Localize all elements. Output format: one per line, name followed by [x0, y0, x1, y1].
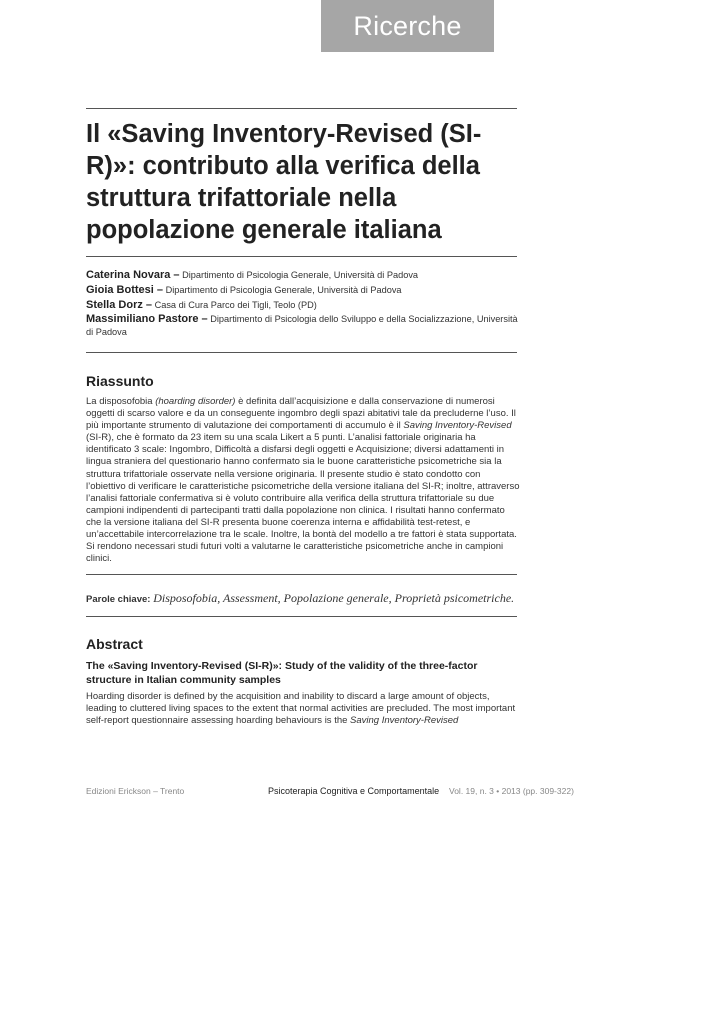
divider	[86, 352, 517, 353]
author-name: Massimiliano Pastore –	[86, 313, 208, 325]
riassunto-text-italic: (hoarding disorder)	[155, 396, 236, 407]
author-entry	[86, 283, 518, 298]
author-affiliation: Dipartimento di Psicologia Generale, Università di Padova	[165, 285, 402, 295]
author-affiliation: Dipartimento di Psicologia Generale, Università di Padova	[182, 270, 419, 280]
section-tab	[321, 0, 494, 52]
author-entry	[86, 313, 518, 339]
riassunto-text-italic: Saving Inventory-Revised	[403, 420, 512, 432]
author-affiliation: Dipartimento di Psicologia dello Sviluppo e della Socializzazione, Università di Padova	[86, 314, 518, 337]
riassunto-text	[86, 396, 520, 565]
abstract-text-part: Hoarding disorder is defined by the acquisition and inability to discard a large amount of objects, leading to cluttered living spaces to the extent that normal activities are precluded. The most important self-report questionnaire assessing hoarding behaviours is the	[86, 691, 516, 727]
divider	[86, 256, 517, 257]
divider	[86, 108, 517, 109]
divider	[86, 616, 517, 617]
author-name: Caterina Novara –	[86, 269, 180, 281]
author-affiliation: Casa di Cura Parco dei Tigli, Teolo (PD)	[154, 300, 317, 310]
author-name: Stella Dorz –	[86, 299, 153, 311]
keywords-list: Disposofobia, Assessment, Popolazione generale, Proprietà psicometriche.	[153, 591, 515, 605]
footer-journal: Psicoterapia Cognitiva e Comportamentale	[268, 786, 440, 796]
footer-publisher: Edizioni Erickson – Trento	[86, 786, 185, 796]
abstract-text	[86, 691, 520, 727]
author-list	[86, 268, 518, 339]
keywords	[86, 591, 526, 606]
section-tab-label: Ricerche	[353, 10, 462, 41]
author-entry	[86, 268, 518, 283]
divider	[86, 574, 517, 575]
article-title: Il «Saving Inventory-Revised (SI-R)»: contributo alla verifica della struttura trifattoriale nella popolazione generale italiana	[86, 120, 482, 244]
author-entry	[86, 298, 518, 313]
keywords-label: Parole chiave:	[86, 594, 151, 605]
riassunto-text-part: (SI-R), che è formato da 23 item su una scala Likert a 5 punti. L’analisi fattoriale originaria ha identificato 3 scale: Ingombro, Difficoltà a disfarsi degli oggetti e Acquisizione; diversi adattamenti in lingua straniera del questionario hanno confermato sia le buone caratteristiche psicometriche sia la struttura trifattoriale osservate nella versione originaria. Il presente studio è stato condotto con l’obiettivo di verificare le caratteristiche psicometriche della versione italiana del SI-R; inoltre, attraverso l’analisi fattoriale confermativa si è voluto contribuire alla verifica della struttura trifattoriale su due campioni indipendenti di partecipanti tratti dalla popolazione non clinica. I risultati hanno confermato che la versione italiana del SI-R presenta buone coerenza interna e affidabilità test-retest, e un’accettabile intercorrelazione tra le scale. Inoltre, la bontà del modello a tre fattori è stata supportata. Si rendono necessari studi futuri volti a valutarne le caratteristiche psicometriche anche in campioni clinici.	[86, 432, 520, 565]
abstract-text-italic: Saving Inventory-Revised	[350, 715, 459, 727]
riassunto-heading: Riassunto	[86, 373, 154, 389]
abstract-subtitle: The «Saving Inventory-Revised (SI-R)»: Study of the validity of the three-factor structure in Italian community samples	[86, 660, 478, 686]
riassunto-text-part: è definita dall’acquisizione e dalla conservazione di numerosi oggetti di scarso valore e da un conseguente ingombro degli spazi abitativi tale da precluderne l’uso. Il più importante strumento di valutazione dei comportamenti di accumulo è il	[86, 396, 516, 432]
author-name: Gioia Bottesi –	[86, 284, 164, 296]
abstract-heading: Abstract	[86, 636, 143, 652]
footer-volume: Vol. 19, n. 3 • 2013 (pp. 309-322)	[449, 786, 574, 796]
riassunto-text-part: La disposofobia	[86, 396, 156, 407]
